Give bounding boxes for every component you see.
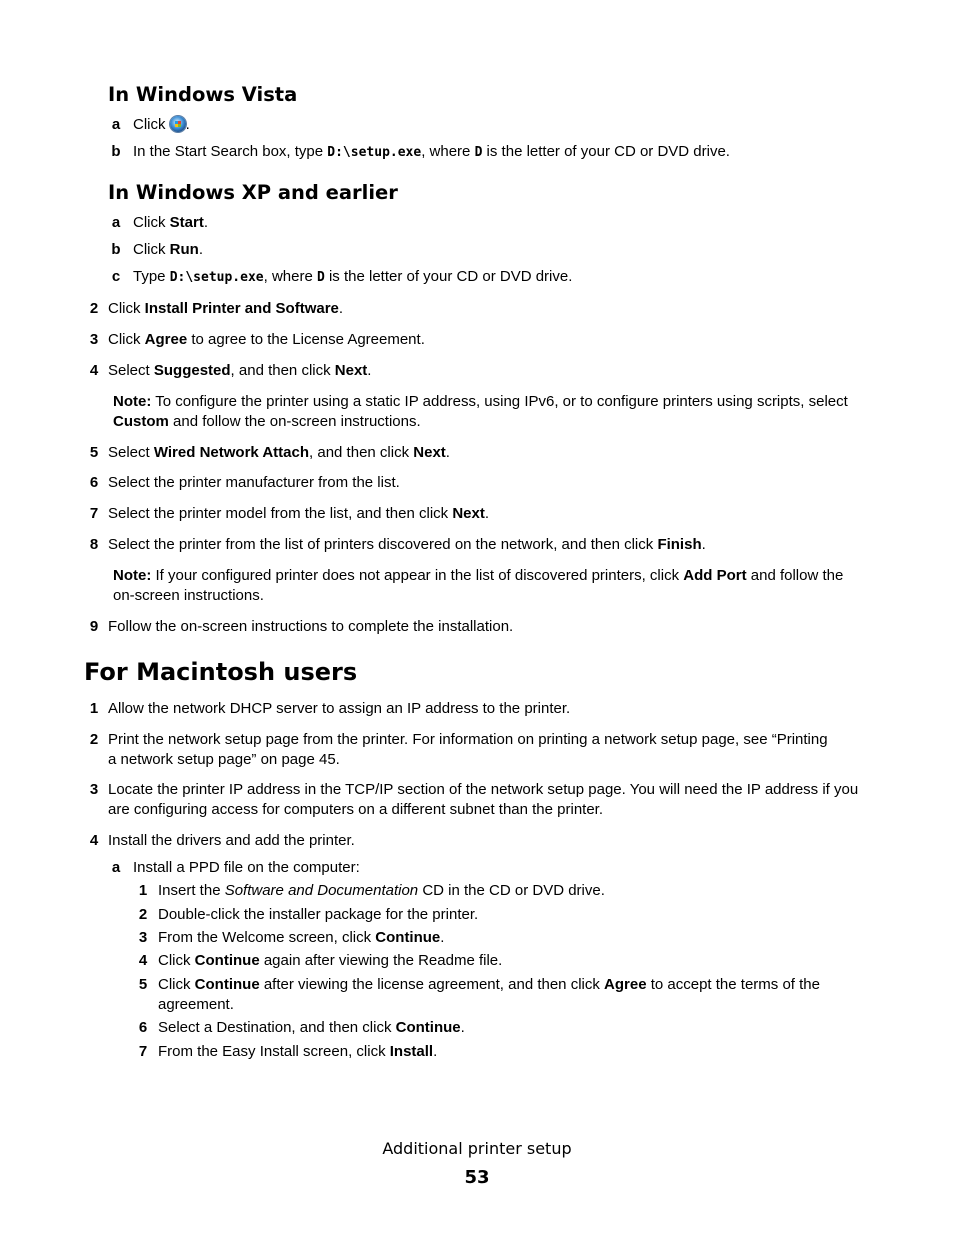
mac-substep-4: Click Continue again after viewing the Readme file.	[158, 952, 503, 969]
vista-step-a: Click .	[133, 116, 190, 133]
step-7: Select the printer model from the list, and then click Next.	[108, 505, 490, 522]
step-number: 4	[89, 832, 99, 849]
step-4: Select Suggested, and then click Next.	[108, 362, 372, 379]
step-9: Follow the on-screen instructions to complete the installation.	[108, 618, 514, 635]
mac-step-2: Print the network setup page from the printer. For information on printing a network setup page, see “Printing a network setup page” on page 45.	[108, 731, 828, 768]
step-number: 5	[89, 444, 99, 461]
vista-step-a-marker: a	[111, 116, 121, 133]
note-add-port: Note: If your configured printer does not appear in the list of discovered printers, click Add Port and follow the on-screen instructions.	[113, 567, 844, 604]
step-number: 6	[138, 1019, 148, 1036]
step-number: 1	[89, 700, 99, 717]
step-number: 4	[89, 362, 99, 379]
step-number: 2	[89, 731, 99, 748]
note-label: Note:	[113, 567, 152, 584]
mac-substep-5: Click Continue after viewing the license agreement, and then click Agree to accept the terms of the agreement.	[158, 976, 820, 1013]
step-3: Click Agree to agree to the License Agreement.	[108, 331, 425, 348]
step-number: 3	[138, 929, 148, 946]
xp-heading: In Windows XP and earlier	[108, 181, 398, 204]
step-number: 6	[89, 474, 99, 491]
step-number: 7	[89, 505, 99, 522]
step-5: Select Wired Network Attach, and then click Next.	[108, 444, 450, 461]
code-setup-path: D:\setup.exe	[169, 270, 264, 285]
vista-heading: In Windows Vista	[108, 83, 298, 106]
xp-step-c: Type D:\setup.exe, where D is the letter of your CD or DVD drive.	[133, 268, 573, 285]
step-number: 3	[89, 781, 99, 798]
step-2: Click Install Printer and Software.	[108, 300, 344, 317]
step-number: 2	[138, 906, 148, 923]
mac-substep-6: Select a Destination, and then click Continue.	[158, 1019, 465, 1036]
step-number: 3	[89, 331, 99, 348]
vista-step-b: In the Start Search box, type D:\setup.exe, where D is the letter of your CD or DVD drive.	[133, 143, 730, 160]
mac-substep-1: Insert the Software and Documentation CD in the CD or DVD drive.	[158, 882, 605, 899]
mac-substep-3: From the Welcome screen, click Continue.	[158, 929, 445, 946]
xp-step-a-marker: a	[111, 214, 121, 231]
step-number: 5	[138, 976, 148, 993]
page-number: 53	[464, 1167, 490, 1188]
mac-substep-7: From the Easy Install screen, click Install.	[158, 1043, 438, 1060]
step-8: Select the printer from the list of printers discovered on the network, and then click Finish.	[108, 536, 706, 553]
mac-step-3: Locate the printer IP address in the TCP/IP section of the network setup page. You will need the IP address if you are configuring access for computers on a different subnet than the printer.	[108, 781, 859, 818]
step-number: 4	[138, 952, 148, 969]
mac-substep-2: Double-click the installer package for the printer.	[158, 906, 479, 923]
xp-step-a: Click Start.	[133, 214, 209, 231]
note-label: Note:	[113, 393, 152, 410]
mac-step-a-marker: a	[111, 859, 121, 876]
xp-step-b-marker: b	[111, 241, 121, 258]
vista-step-a-text: Click	[133, 116, 166, 133]
step-number: 1	[138, 882, 148, 899]
windows-start-orb-icon	[170, 116, 186, 132]
mac-step-1: Allow the network DHCP server to assign an IP address to the printer.	[108, 700, 571, 717]
step-number: 2	[89, 300, 99, 317]
footer-title: Additional printer setup	[382, 1139, 572, 1158]
step-6: Select the printer manufacturer from the list.	[108, 474, 400, 491]
step-number: 9	[89, 618, 99, 635]
mac-heading: For Macintosh users	[84, 658, 358, 686]
xp-step-b: Click Run.	[133, 241, 204, 258]
step-number: 7	[138, 1043, 148, 1060]
mac-step-a: Install a PPD file on the computer:	[133, 859, 360, 876]
xp-step-c-marker: c	[111, 268, 121, 285]
vista-step-b-marker: b	[111, 143, 121, 160]
note-custom: Note: To configure the printer using a static IP address, using IPv6, or to configure printers using scripts, select Custom and follow the on-screen instructions.	[113, 393, 848, 430]
step-number: 8	[89, 536, 99, 553]
code-setup-path: D:\setup.exe	[327, 145, 422, 160]
mac-step-4: Install the drivers and add the printer.	[108, 832, 355, 849]
